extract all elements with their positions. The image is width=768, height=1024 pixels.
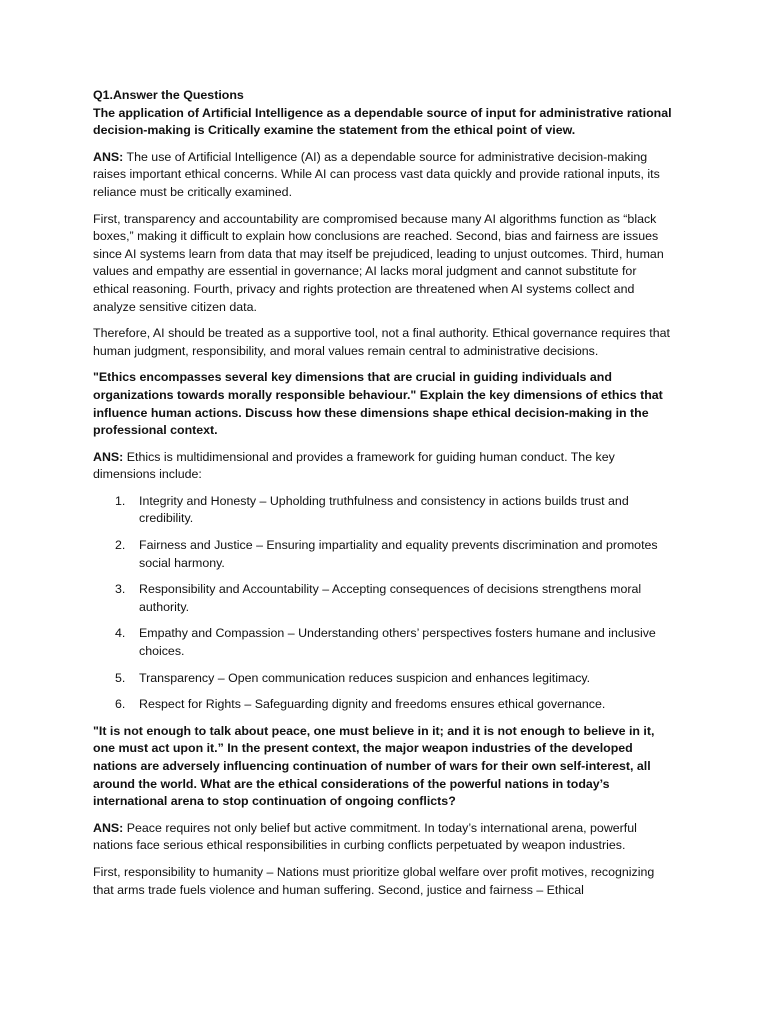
answer-2-text: Ethics is multidimensional and provides a framework for guiding human conduct. The key dimensions include: bbox=[93, 449, 615, 482]
list-item-text: Transparency – Open communication reduces suspicion and enhances legitimacy. bbox=[139, 670, 591, 685]
document-page bbox=[93, 87, 675, 908]
answer-3-text: Peace requires not only belief but active commitment. In today’s international arena, powerful nations face serious ethical responsibilities in curbing conflicts perpetuated by weapon industries. bbox=[93, 820, 637, 853]
answer-1-text: The use of Artificial Intelligence (AI) as a dependable source for administrative decision-making raises important ethical concerns. While AI can process vast data quickly and provide rational inputs, its reliance must be critically examined. bbox=[93, 149, 660, 199]
ethics-dimensions-list bbox=[93, 493, 675, 714]
list-item-text: Integrity and Honesty – Upholding truthfulness and consistency in actions builds trust and credibility. bbox=[139, 493, 629, 526]
list-item bbox=[93, 581, 675, 616]
question-1-block bbox=[93, 87, 675, 140]
list-item bbox=[93, 537, 675, 572]
answer-1-paragraph-3: Therefore, AI should be treated as a supportive tool, not a final authority. Ethical governance requires that human judgment, responsibility, and moral values remain central to administrative decisions. bbox=[93, 326, 670, 358]
list-number: 2. bbox=[115, 538, 126, 553]
question-2-text: "Ethics encompasses several key dimensions that are crucial in guiding individuals and organizations towards morally responsible behaviour." Explain the key dimensions of ethics that influence human actions. Discuss how these dimensions shape ethical decision-making in the professional context. bbox=[93, 370, 663, 438]
answer-1-paragraph-1 bbox=[93, 149, 675, 202]
question-3-text: "It is not enough to talk about peace, one must believe in it; and it is not enough to believe in it, one must act upon it.” In the present context, the major weapon industries of the developed nations are adversely influencing continuation of number of wars for their own self-interest, all around the world. What are the ethical considerations of the powerful nations in today’s international arena to stop continuation of ongoing conflicts? bbox=[93, 723, 655, 809]
ans-label: ANS: bbox=[93, 820, 124, 835]
list-item-text: Fairness and Justice – Ensuring impartiality and equality prevents discrimination and promotes social harmony. bbox=[139, 538, 658, 570]
section-heading: Q1.Answer the Questions bbox=[93, 88, 244, 102]
list-number: 1. bbox=[115, 493, 126, 508]
list-number: 6. bbox=[115, 697, 126, 712]
list-item-text: Respect for Rights – Safeguarding dignity and freedoms ensures ethical governance. bbox=[139, 697, 606, 712]
ans-label: ANS: bbox=[93, 449, 124, 464]
answer-2-paragraph-1 bbox=[93, 449, 675, 484]
ans-label: ANS: bbox=[93, 149, 124, 164]
list-number: 4. bbox=[115, 626, 126, 641]
list-item bbox=[93, 625, 675, 660]
list-number: 5. bbox=[115, 670, 126, 685]
list-item-text: Empathy and Compassion – Understanding others’ perspectives fosters humane and inclusive choices. bbox=[139, 626, 656, 659]
answer-1-paragraph-2: First, transparency and accountability are compromised because many AI algorithms function as “black boxes,” making it difficult to explain how conclusions are reached. Second, bias and fairness are issues since AI systems learn from data that may itself be prejudiced, leading to unjust outcomes. Third, human values and empathy are essential in governance; AI lacks moral judgment and cannot substitute for ethical reasoning. Fourth, privacy and rights protection are threatened when AI systems collect and analyze sensitive citizen data. bbox=[93, 211, 664, 314]
answer-3-paragraph-2: First, responsibility to humanity – Nations must prioritize global welfare over profit motives, recognizing that arms trade fuels violence and human suffering. Second, justice and fairness – Ethical bbox=[93, 864, 655, 897]
question-1-text: The application of Artificial Intelligence as a dependable source of input for administrative rational decision-making is Critically examine the statement from the ethical point of view. bbox=[93, 105, 672, 138]
list-item bbox=[93, 670, 675, 688]
list-item bbox=[93, 696, 675, 714]
list-item-text: Responsibility and Accountability – Accepting consequences of decisions strengthens moral authority. bbox=[139, 582, 642, 614]
list-item bbox=[93, 493, 675, 528]
list-number: 3. bbox=[115, 582, 126, 597]
answer-3-paragraph-1 bbox=[93, 820, 675, 855]
